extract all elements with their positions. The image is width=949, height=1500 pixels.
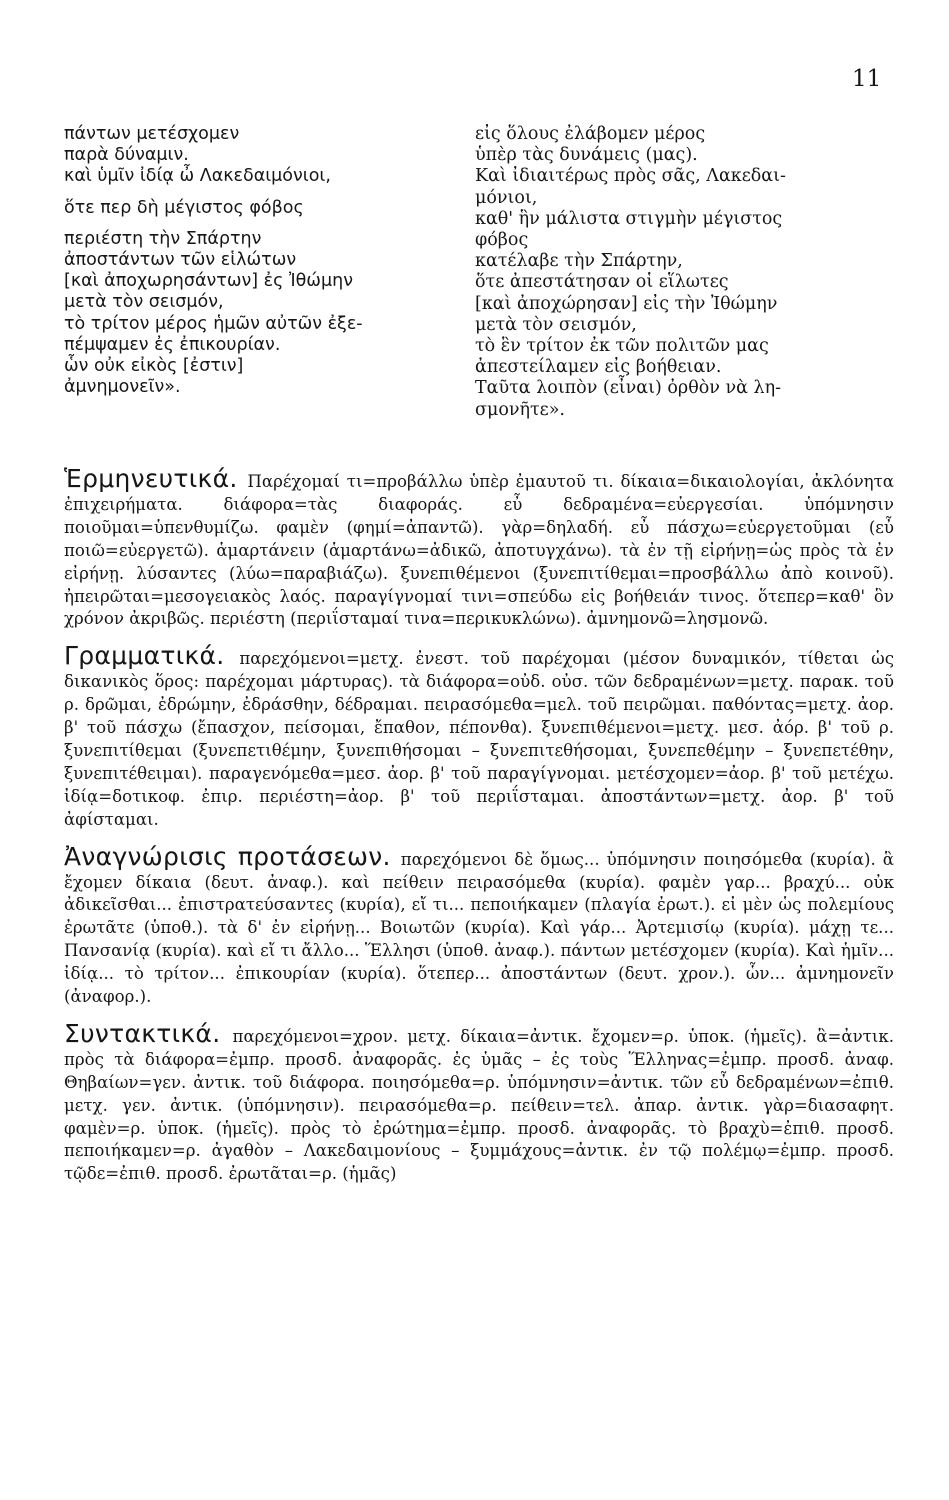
section-hermeneutics xyxy=(64,464,894,631)
section-heading: Ἑρμηνευτικά. xyxy=(64,464,248,493)
section-heading: Ἀναγνώρισις προτάσεων. xyxy=(64,841,401,871)
original-line: μετὰ τὸν σεισμόν, xyxy=(64,292,224,313)
page-number: 11 xyxy=(852,66,882,92)
translation-line: ἀπεστείλαμεν εἰς βοήθειαν. xyxy=(475,357,722,378)
original-line: καὶ ὑμῖν ἰδίᾳ ὦ Λακεδαιμόνιοι, xyxy=(64,166,331,187)
original-text-column xyxy=(64,124,464,398)
section-grammar xyxy=(64,641,894,831)
translation-line: εἰς ὅλους ἐλάβομεν μέρος xyxy=(475,124,706,144)
section-heading: Συντακτικά. xyxy=(64,1018,233,1048)
translation-line: καθ' ἣν μάλιστα στιγμὴν μέγιστος xyxy=(475,208,783,229)
original-line-spacer xyxy=(64,219,464,229)
section-syntax xyxy=(64,1018,894,1186)
original-line: ὧν οὐκ εἰκὸς [ἐστιν] xyxy=(64,356,244,377)
original-line: τὸ τρίτον μέρος ἡμῶν αὐτῶν ἐξε- xyxy=(64,313,363,334)
original-line: περιέστη τὴν Σπάρτην xyxy=(64,228,262,249)
translation-line: τὸ ἓν τρίτον ἐκ τῶν πολιτῶν μας xyxy=(475,336,769,357)
original-line: παρὰ δύναμιν. xyxy=(64,145,189,166)
translation-line: Ταῦτα λοιπὸν (εἶναι) ὀρθὸν νὰ λη- xyxy=(475,378,781,399)
translation-line: ὅτε ἀπεστάτησαν οἱ εἵλωτες xyxy=(475,272,729,293)
original-line: πάντων μετέσχομεν xyxy=(64,124,240,144)
translation-line: μόνιοι, xyxy=(475,187,538,208)
original-line: πέμψαμεν ἐς ἐπικουρίαν. xyxy=(64,334,281,355)
original-line: ἀμνημονεῖν». xyxy=(64,377,181,398)
original-line: ἀποστάντων τῶν εἱλώτων xyxy=(64,250,297,271)
translation-line: φόβος xyxy=(475,230,529,251)
translation-line: ὑπὲρ τὰς δυνάμεις (μας). xyxy=(475,145,698,166)
commentary-sections xyxy=(64,464,894,1200)
translation-line: [καὶ ἀποχώρησαν] εἰς τὴν Ἰθώμην xyxy=(475,293,778,314)
section-clause-recognition xyxy=(64,841,894,1009)
section-body: παρεχόμενοι=χρον. μετχ. δίκαια=ἀντικ. ἔχομεν=ρ. ὑποκ. (ἡμεῖς). ἃ=ἀντικ. πρὸς τὰ διάφορα=ἐμπρ. προσδ. ἀναφορᾶς. ἐς ὑμᾶς – ἐς τοὺς Ἕλληνας=ἐμπρ. προσδ. ἀναφ. Θηβαίων=γεν. ἀντικ. τοῦ διάφορα. ποιησόμεθα=ρ. ὑπόμνησιν=ἀντικ. τῶν εὖ δεδραμένων=ἐπιθ. μετχ. γεν. ἀντικ. (ὑπόμνησιν). πειρασόμεθα=ρ. πείθειν=τελ. ἀπαρ. ἀντικ. γὰρ=διασαφητ. φαμὲν=ρ. ὑποκ. (ἡμεῖς). πρὸς τὸ ἐρώτημα=ἐμπρ. προσδ. ἀναφορᾶς. τὸ βραχὺ=ἐπιθ. προσδ. πεποιήκαμεν=ρ. ἀγαθὸν – Λακεδαιμονίους – ξυμμάχους=ἀντικ. ἐν τῷ πολέμῳ=ἐμπρ. προσδ. τῷδε=ἐπιθ. προσδ. ἐρωτᾶται=ρ. (ἡμᾶς) xyxy=(64,1026,894,1184)
translation-line: σμονῆτε». xyxy=(475,399,565,420)
section-body: παρεχόμενοι=μετχ. ἐνεστ. τοῦ παρέχομαι (μέσον δυναμικόν, τίθεται ὡς δικανικὸς ὅρος: παρέχομαι μάρτυρας). τὰ διάφορα=οὐδ. οὐσ. τῶν δεδραμένων=μετχ. παρακ. τοῦ ρ. δρῶμαι, ἐδρώμην, ἐδράσθην, δέδραμαι. πειρασόμεθα=μελ. τοῦ πειρῶμαι. παθόντας=μετχ. ἀορ. β' τοῦ πάσχω (ἔπασχον, πείσομαι, ἔπαθον, πέπονθα). ξυνεπιθέμενοι=μετχ. μεσ. ἀόρ. β' τοῦ ρ. ξυνεπιτίθεμαι (ξυνεπετιθέμην, ξυνεπιθήσομαι – ξυνεπιτεθήσομαι, ξυνεπεθέμην – ξυνεπετέθην, ξυνεπιτέθειμαι). παραγενόμεθα=μεσ. ἀορ. β' τοῦ παραγίγνομαι. μετέσχομεν=ἀορ. β' τοῦ μετέχω. ἰδίᾳ=δοτικοφ. ἐπιρ. περιέστη=ἀορ. β' τοῦ περιΐσταμαι. ἀποστάντων=μετχ. ἀορ. β' τοῦ ἀφίσταμαι. xyxy=(64,649,894,829)
original-line: [καὶ ἀποχωρησάντων] ἐς Ἰθώμην xyxy=(64,271,353,292)
original-line: ὅτε περ δὴ μέγιστος φόβος xyxy=(64,197,304,218)
translation-line: κατέλαβε τὴν Σπάρτην, xyxy=(475,251,683,272)
translation-column xyxy=(475,124,865,421)
original-line-spacer xyxy=(64,188,464,198)
translation-line: Καὶ ἰδιαιτέρως πρὸς σᾶς, Λακεδαι- xyxy=(475,166,786,187)
section-body: παρεχόμενοι δὲ ὅμως... ὑπόμνησιν ποιησόμεθα (κυρία). ἃ ἔχομεν δίκαια (δευτ. ἀναφ.). καὶ πείθειν πειρασόμεθα (κυρία). φαμὲν γαρ... βραχύ... οὐκ ἀδικεῖσθαι... ἐπιστρατεύσαντες (κυρία), εἴ τι... πεποιήκαμεν (πλαγία ἐρωτ.). εἰ μὲν ὡς πολεμίους ἐρωτᾶτε (ὑποθ.). τὰ δ' ἐν εἰρήνῃ... Βοιωτῶν (κυρία). Καὶ γάρ... Ἀρτεμισίῳ (κυρία). μάχῃ τε... Πανσανίᾳ (κυρία). καὶ εἴ τι ἄλλο... Ἕλλησι (ὑποθ. ἀναφ.). πάντων μετέσχομεν (κυρία). Καὶ ἡμῖν... ἰδίᾳ... τὸ τρίτον... ἐπικουρίαν (κυρία). ὅτεπερ... ἀποστάντων (δευτ. χρον.). ὧν... ἀμνημονεῖν (ἀναφορ.). xyxy=(64,849,894,1007)
section-heading: Γραμματικά. xyxy=(64,641,240,671)
translation-line: μετὰ τὸν σεισμόν, xyxy=(475,314,637,335)
section-body: Παρέχομαί τι=προβάλλω ὑπὲρ ἐμαυτοῦ τι. δίκαια=δικαιολογίαι, ἀκλόνητα ἐπιχειρήματα. διάφορα=τὰς διαφοράς. εὖ δεδραμένα=εὐεργεσίαι. ὑπόμνησιν ποιοῦμαι=ὑπενθυμίζω. φαμὲν (φημί=ἀπαντῶ). γὰρ=δηλαδή. εὖ πάσχω=εὐεργετοῦμαι (εὖ ποιῶ=εὐεργετῶ). ἁμαρτάνειν (ἁμαρτάνω=ἀδικῶ, ἀποτυγχάνω). τὰ ἐν τῇ εἰρήνῃ=ὡς πρὸς τὰ ἐν εἰρήνῃ. λύσαντες (λύω=παραβιάζω). ξυνεπιθέμενοι (ξυνεπιτίθεμαι=προσβάλλω ἀπὸ κοινοῦ). ἠπειρῶται=μεσογειακὸς λαός. παραγίγνομαί τινι=σπεύδω εἰς βοήθειάν τινος. ὅτεπερ=καθ' ὃν χρόνον ἀκριβῶς. περιέστη (περιΐσταμαί τινα=περικυκλώνω). ἀμνημονῶ=λησμονῶ. xyxy=(64,472,894,629)
